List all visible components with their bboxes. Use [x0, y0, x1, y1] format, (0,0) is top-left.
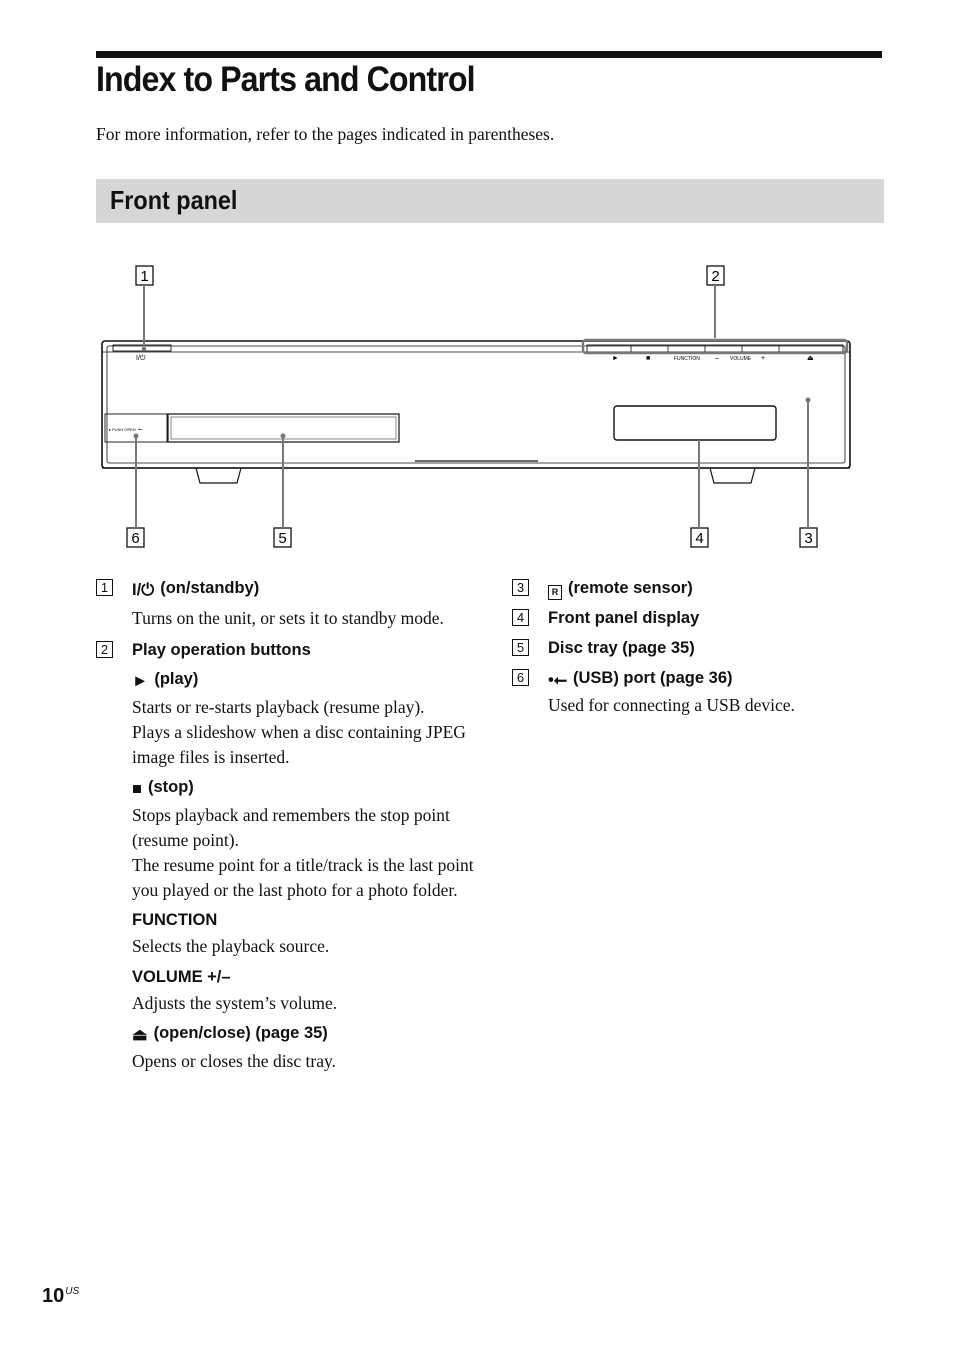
plus-mark: +	[761, 355, 766, 362]
svg-text:1: 1	[140, 268, 149, 285]
svg-text:6: 6	[131, 530, 140, 547]
list-item: 4 Front panel display	[512, 606, 892, 630]
item-number: 2	[96, 641, 113, 658]
minus-mark: –	[715, 355, 719, 362]
device-body	[102, 341, 850, 483]
stop-mark-icon: ■	[646, 355, 651, 362]
callout-4	[691, 528, 708, 547]
push-open-label: ▸ PUSH OPEN	[109, 427, 136, 432]
svg-text:2: 2	[711, 268, 720, 285]
intro-text: For more information, refer to the pages indicated in parentheses.	[96, 124, 555, 144]
eject-mark-icon: ⏏	[807, 355, 814, 362]
usb-mark-icon: ⭠	[138, 427, 143, 433]
sub-item-stop: ■ (stop) Stops playback and remembers the stop point (resume point). The resume point for a title/track is the last point you played or the last photo for a photo folder.	[132, 778, 474, 900]
item-number: 3	[512, 579, 529, 596]
front-panel-diagram	[0, 0, 954, 560]
list-item: 3 R (remote sensor)	[512, 576, 892, 600]
section-title: Front panel	[110, 185, 238, 215]
sub-item-eject: ⏏ (open/close) (page 35) Opens or closes the disc tray.	[132, 1024, 336, 1071]
sub-item-function: FUNCTION Selects the playback source.	[132, 911, 330, 956]
button-bracket	[583, 340, 847, 353]
play-icon: ►	[132, 671, 149, 690]
item-number: 1	[96, 579, 113, 596]
callout-6	[127, 528, 144, 547]
callout-2	[707, 266, 724, 285]
page-number: $10^{US}$	[42, 1285, 80, 1307]
item-number: 4	[512, 609, 529, 626]
remote-sensor-icon: R	[548, 585, 562, 600]
right-column	[512, 576, 892, 718]
item-number: 5	[512, 639, 529, 656]
list-item: 6 •⭠ (USB) port (page 36) Used for connecting a USB device.	[512, 666, 892, 718]
power-label: I/⏻	[136, 355, 146, 362]
volume-label: VOLUME	[730, 356, 752, 362]
item-heading: I/⏻ (on/standby)	[132, 576, 476, 602]
svg-text:3: 3	[804, 530, 813, 547]
item-desc: Turns on the unit, or sets it to standby mode.	[132, 608, 444, 628]
callout-1	[136, 266, 153, 285]
remote-sensor-dot	[806, 398, 811, 403]
svg-text:4: 4	[695, 530, 704, 547]
list-item	[96, 638, 476, 1074]
play-mark-icon: ►	[612, 355, 619, 362]
item-heading: Play operation buttons	[132, 640, 311, 659]
callout-3	[800, 528, 817, 547]
left-column	[96, 576, 476, 1074]
power-icon: I/⏻	[132, 581, 155, 599]
page-title: Index to Parts and Control	[96, 60, 475, 99]
stop-icon: ■	[132, 780, 142, 798]
list-item	[96, 576, 476, 631]
svg-text:5: 5	[278, 530, 287, 547]
list-item: 5 Disc tray (page 35)	[512, 636, 892, 660]
eject-icon: ⏏	[132, 1026, 148, 1044]
function-label: FUNCTION	[674, 356, 700, 362]
usb-icon: •⭠	[548, 671, 567, 689]
sub-item-volume: VOLUME +/– Adjusts the system’s volume.	[132, 967, 338, 1013]
callout-5	[274, 528, 291, 547]
item-number: 6	[512, 669, 529, 686]
sub-item-play: ► (play) Starts or re-starts playback (resume play). Plays a slideshow when a disc containing JPEG image files is inserted.	[132, 669, 466, 767]
